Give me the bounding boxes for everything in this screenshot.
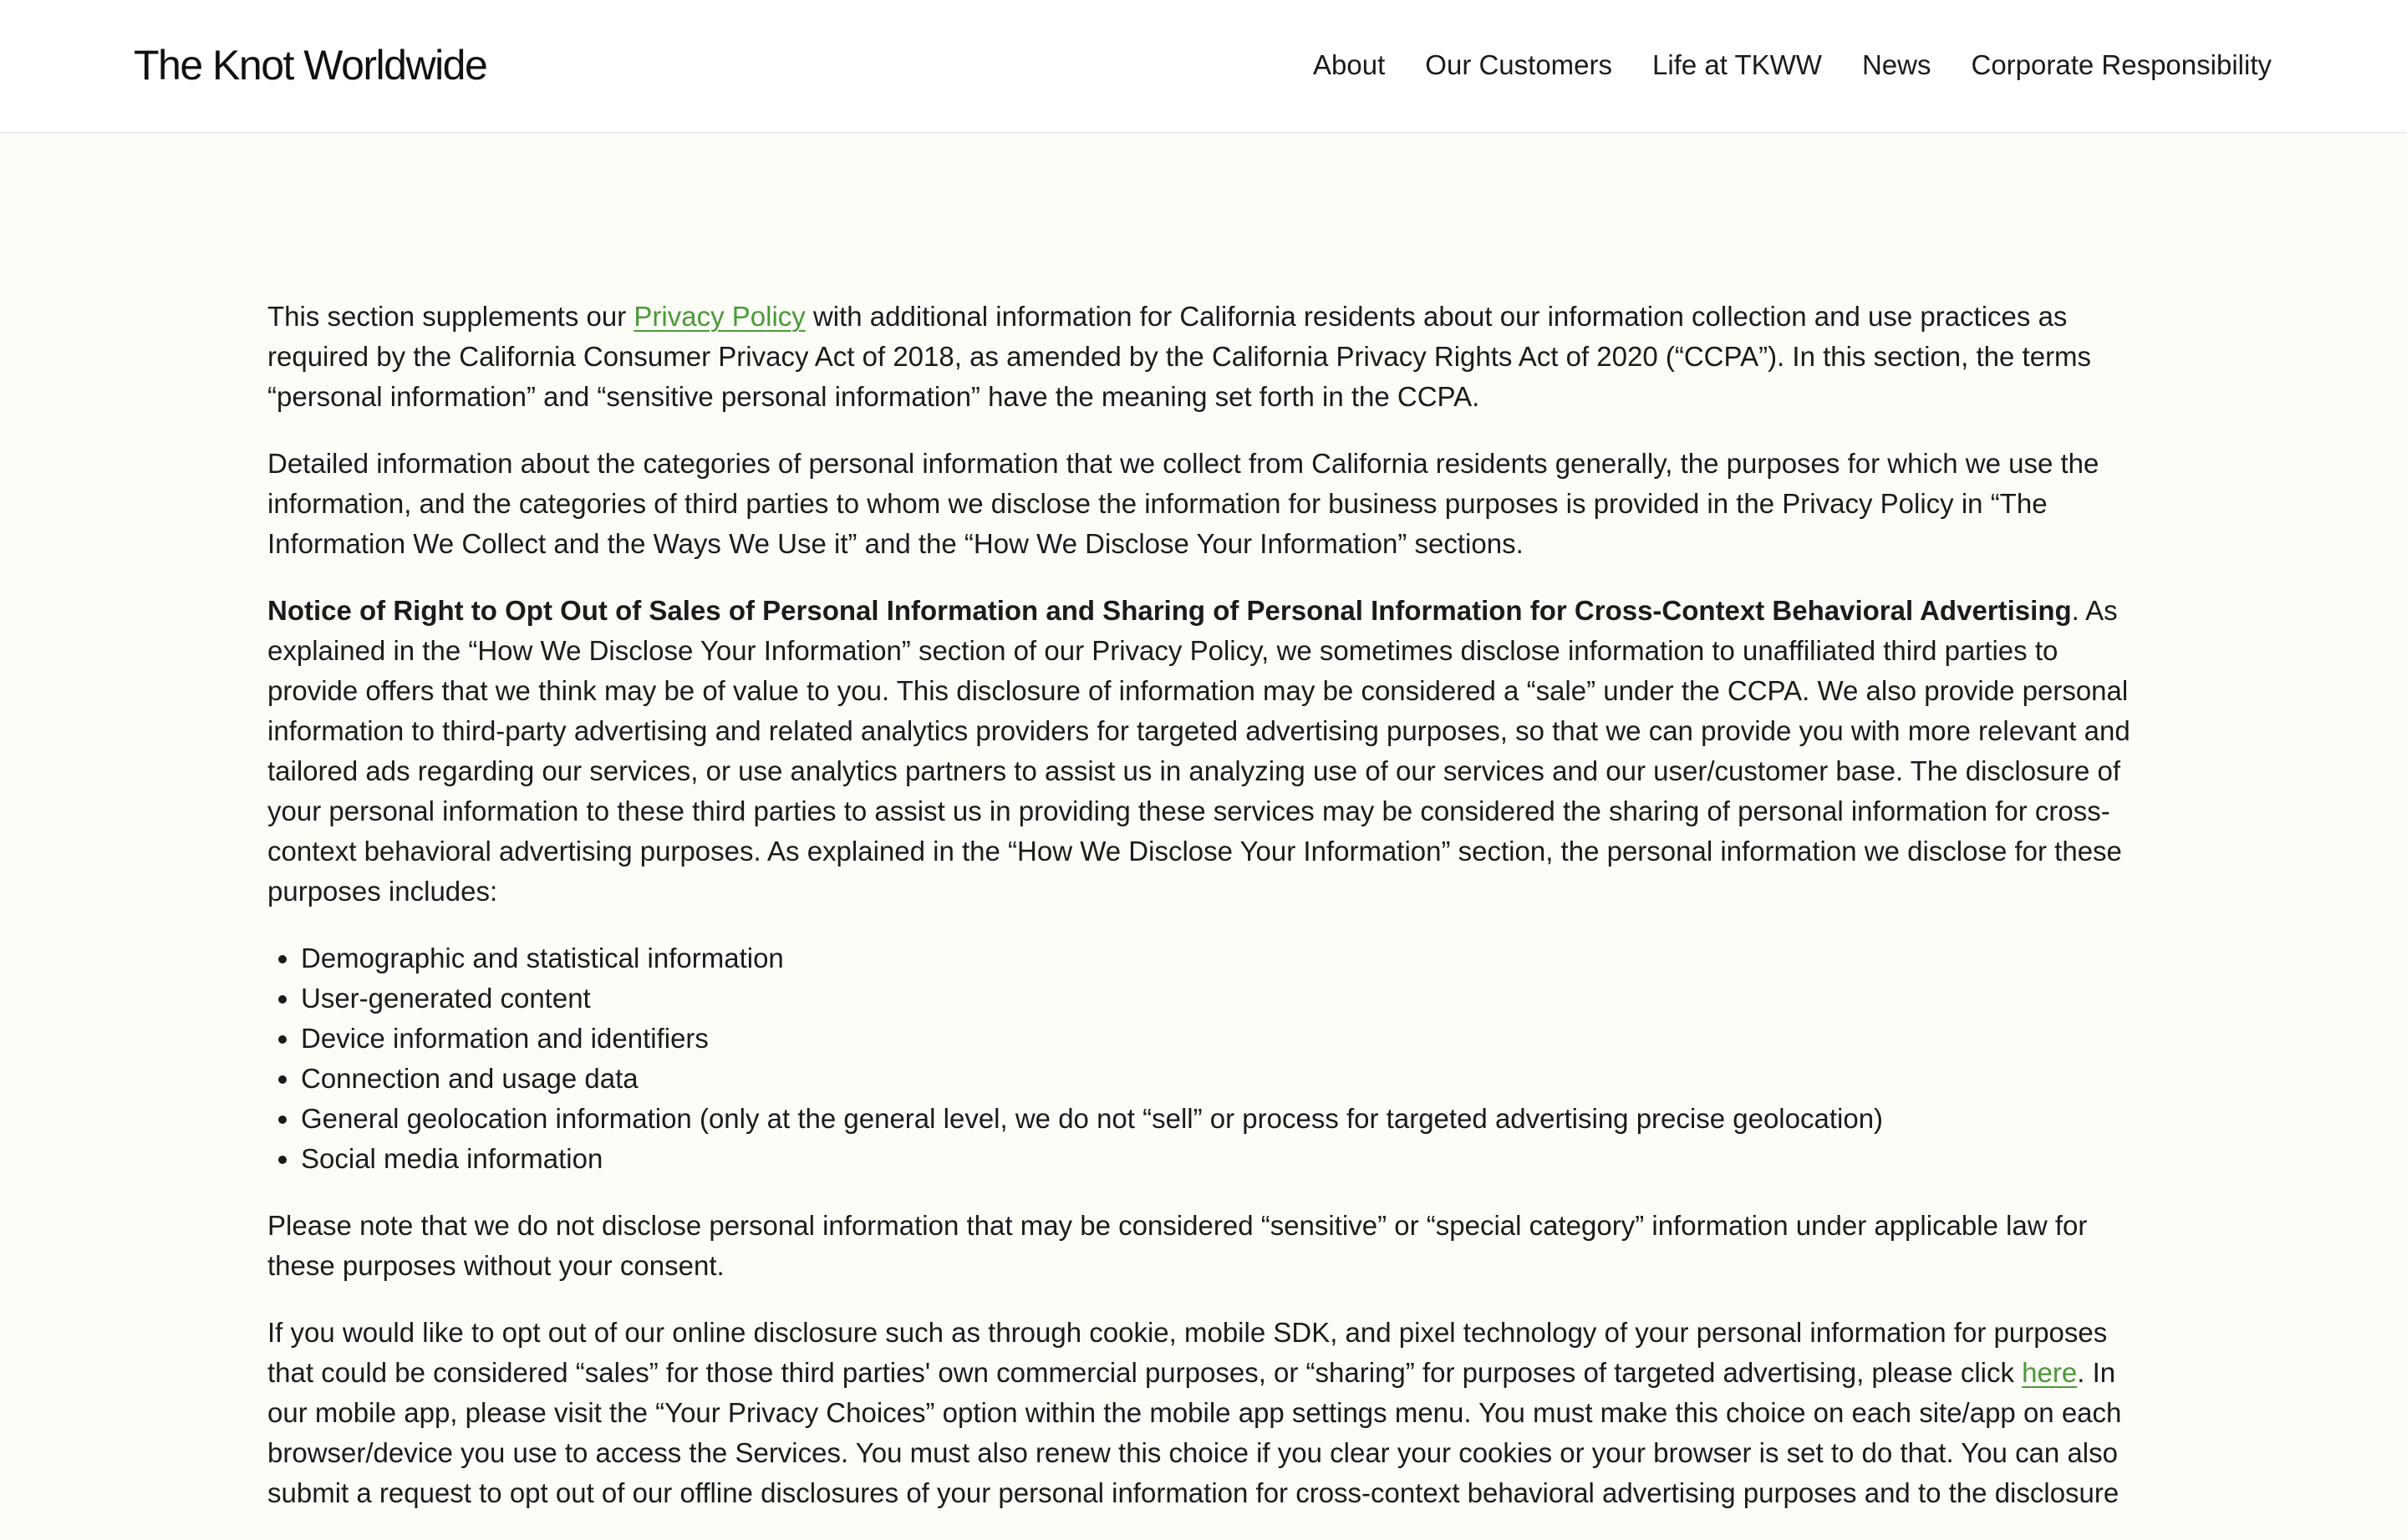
opt-out-instructions-paragraph: If you would like to opt out of our online disclosure such as through cookie, mobile SDK, and pixel technology of your personal information for purposes that could be considered “sales” for those third parties' own commercial purposes, or “sharing” for purposes of targeted advertising, please click here. In our mobile app, please visit the “Your Privacy Choices” option within the mobile app settings menu. You must make this choice on each site/app on each browser/device you use to access the Services. You must also renew this choice if you clear your cookies or your browser is set to do that. You can also submit a request to opt out of our offline disclosures of your personal information for cross-context behavioral advertising purposes and to the disclosure — [267, 1317, 2122, 1508]
list-item: • Device information and identifiers — [301, 1019, 2140, 1059]
opt-out-notice-heading: Notice of Right to Opt Out of Sales of Personal Information and Sharing of Personal Information for Cross-Context Behavioral Advertising — [267, 595, 2072, 626]
list-item: • User-generated content — [301, 978, 2140, 1019]
main-nav — [1313, 43, 2272, 87]
site-logo[interactable]: The Knot Worldwide — [134, 42, 487, 89]
sensitive-info-paragraph: Please note that we do not disclose personal information that may be considered “sensitive” or “special category” information under applicable law for these purposes without your consent. — [267, 1210, 2088, 1281]
nav-news[interactable]: News — [1861, 49, 1931, 80]
list-item: • Demographic and statistical information — [301, 938, 2140, 978]
nav-our-customers[interactable]: Our Customers — [1425, 49, 1613, 80]
opt-out-here-link[interactable]: here — [2022, 1357, 2078, 1388]
privacy-policy-link[interactable]: Privacy Policy — [634, 301, 806, 332]
nav-about[interactable]: About — [1313, 49, 1386, 80]
site-header — [0, 0, 2407, 134]
list-item: • Connection and usage data — [301, 1059, 2140, 1099]
opt-out-notice-paragraph: Notice of Right to Opt Out of Sales of Personal Information and Sharing of Personal Information for Cross-Context Behavioral Advertising. As explained in the “How We Disclose Your Information” section of our Privacy Policy, we sometimes disclose information to unaffiliated third parties to provide offers that we think may be of value to you. This disclosure of information may be considered a “sale” under the CCPA. We also provide personal information to third-party advertising and related analytics providers for targeted advertising purposes, so that we can provide you with more relevant and tailored ads regarding our services, or use analytics partners to assist us in analyzing use of our services and our user/customer base. The disclosure of your personal information to these third parties to assist us in providing these services may be considered the sharing of personal information for cross-context behavioral advertising purposes. As explained in the “How We Disclose Your Information” section, the personal information we disclose for these purposes includes: — [267, 595, 2130, 907]
nav-corporate-responsibility[interactable]: Corporate Responsibility — [1971, 49, 2272, 80]
main-content — [267, 297, 2140, 1540]
intro-paragraph: This section supplements our Privacy Policy with additional information for California residents about our information collection and use practices as required by the California Consumer Privacy Act of 2018, as amended by the California Privacy Rights Act of 2020 (“CCPA”). In this section, the terms “personal information” and “sensitive personal information” have the meaning set forth in the CCPA. — [267, 301, 2092, 412]
list-item: • Social media information — [301, 1139, 2140, 1179]
nav-life-at-tkww[interactable]: Life at TKWW — [1652, 49, 1822, 80]
disclosed-info-list — [267, 938, 2140, 1179]
list-item: • General geolocation information (only at the general level, we do not “sell” or process for targeted advertising precise geolocation) — [301, 1099, 2140, 1139]
detailed-info-paragraph: Detailed information about the categories of personal information that we collect from California residents generally, the purposes for which we use the information, and the categories of third parties to whom we disclose the information for business purposes is provided in the Privacy Policy in “The Information We Collect and the Ways We Use it” and the “How We Disclose Your Information” sections. — [267, 448, 2099, 559]
